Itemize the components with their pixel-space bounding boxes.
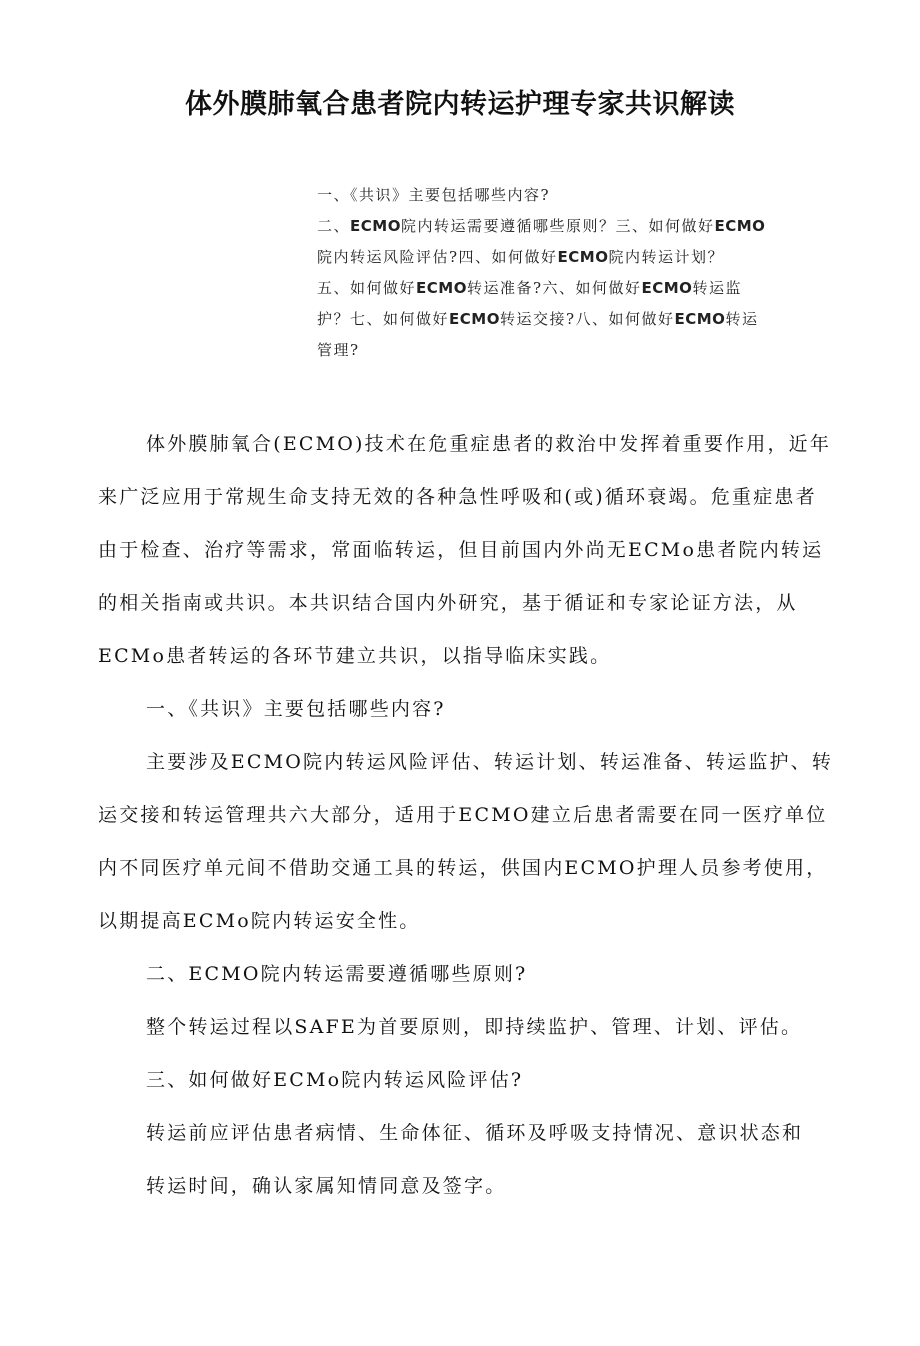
paragraph-line: ECMo患者转运的各环节建立共识，以指导临床实践。 [98, 645, 612, 667]
toc-term: ECMO [714, 217, 766, 235]
toc-text: 转运监 [692, 279, 742, 297]
toc-term: ECMO [641, 279, 693, 297]
toc-text: 护？七、如何做好 [317, 310, 450, 328]
paragraph-line: 由于检查、治疗等需求，常面临转运，但目前国内外尚无ECMo患者院内转运 [98, 539, 824, 561]
toc-term: ECMO [350, 217, 401, 235]
toc-text: 转运交接?八、如何做好 [499, 310, 675, 328]
toc-line [317, 335, 832, 366]
paragraph-line: 以期提高ECMo院内转运安全性。 [98, 910, 421, 932]
body-text [98, 418, 858, 1213]
paragraph-line: 主要涉及ECMO院内转运风险评估、转运计划、转运准备、转运监护、转 [146, 751, 834, 773]
toc-line [317, 242, 832, 273]
section-heading: 一、《共识》主要包括哪些内容? [146, 698, 446, 720]
toc-line [317, 211, 832, 242]
toc-text: 一、《共识》主要包括哪些内容? [317, 186, 551, 204]
toc-text: 院内转运需要遵循哪些原则？三、如何做好 [400, 217, 715, 235]
toc-term: ECMO [449, 310, 500, 328]
section-heading: 二、ECMO院内转运需要遵循哪些原则? [146, 963, 528, 985]
paragraph-line: 体外膜肺氧合(ECMO)技术在危重症患者的救治中发挥着重要作用，近年 [146, 433, 832, 455]
paragraph-line: 转运时间，确认家属知情同意及签字。 [146, 1175, 507, 1197]
paragraph-line: 的相关指南或共识。本共识结合国内外研究，基于循证和专家论证方法，从 [98, 592, 798, 614]
paragraph-line: 整个转运过程以SAFE为首要原则，即持续监护、管理、计划、评估。 [146, 1016, 803, 1038]
toc-text: 转运准备?六、如何做好 [466, 279, 642, 297]
toc-text: 院内转运计划？ [608, 248, 724, 266]
paragraph-line: 内不同医疗单元间不借助交通工具的转运，供国内ECMO护理人员参考使用， [98, 857, 828, 879]
toc-text: 院内转运风险评估?四、如何做好 [317, 248, 558, 266]
toc-text: 转运 [725, 310, 759, 328]
toc-text: 二、 [317, 217, 351, 235]
document-title: 体外膜肺氧合患者院内转运护理专家共识解读 [185, 89, 735, 120]
paragraph-line: 运交接和转运管理共六大部分，适用于ECMO建立后患者需要在同一医疗单位 [98, 804, 828, 826]
paragraph-line: 转运前应评估患者病情、生命体征、循环及呼吸支持情况、意识状态和 [146, 1122, 804, 1144]
toc-text: 五、如何做好 [317, 279, 417, 297]
toc-line [317, 273, 832, 304]
toc-term: ECMO [674, 310, 726, 328]
toc-line [317, 180, 832, 211]
toc-term: ECMO [416, 279, 467, 297]
toc-line [317, 304, 832, 335]
toc-term: ECMO [557, 248, 609, 266]
toc-text: 管理? [317, 341, 360, 359]
table-of-contents [317, 180, 832, 366]
section-heading: 三、如何做好ECMo院内转运风险评估? [146, 1069, 524, 1091]
paragraph-line: 来广泛应用于常规生命支持无效的各种急性呼吸和(或)循环衰竭。危重症患者 [98, 486, 817, 508]
